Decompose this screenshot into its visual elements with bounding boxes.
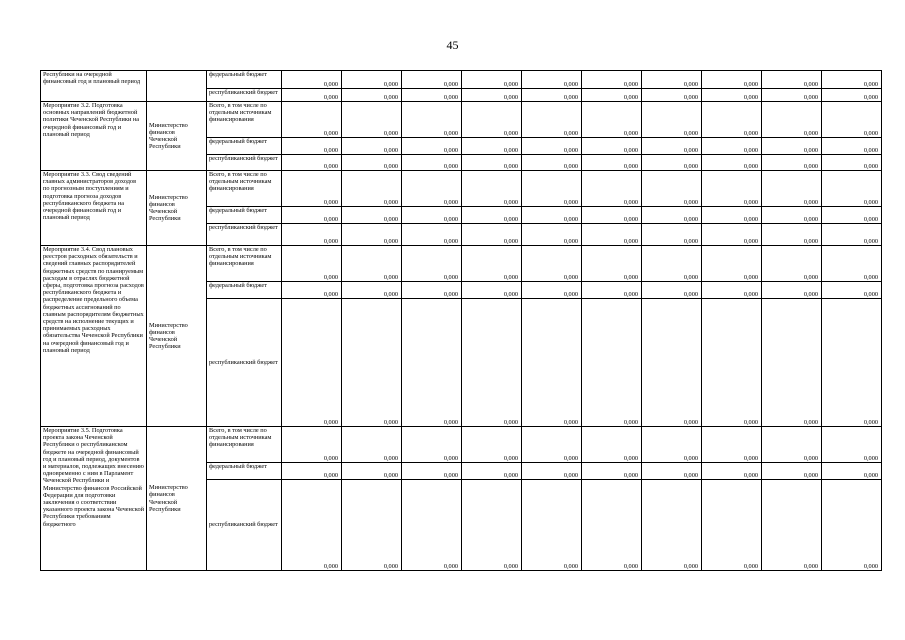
source-cell: республиканский бюджет <box>207 299 282 427</box>
executor-cell: Министерство финансов Чеченской Республики <box>147 102 207 171</box>
value-cell: 0,000 <box>642 207 702 224</box>
table-row <box>41 71 882 89</box>
value-cell: 0,000 <box>462 155 522 171</box>
value-cell: 0,000 <box>342 71 402 89</box>
value-cell: 0,000 <box>342 463 402 480</box>
source-cell: федеральный бюджет <box>207 138 282 155</box>
value-cell: 0,000 <box>342 246 402 282</box>
value-cell: 0,000 <box>582 155 642 171</box>
value-cell: 0,000 <box>822 463 882 480</box>
value-cell: 0,000 <box>402 299 462 427</box>
value-cell: 0,000 <box>342 427 402 463</box>
value-cell: 0,000 <box>822 155 882 171</box>
value-cell: 0,000 <box>462 246 522 282</box>
value-cell: 0,000 <box>402 224 462 246</box>
source-cell: республиканский бюджет <box>207 155 282 171</box>
source-cell: Всего, в том числе по отдельным источникам финансирования <box>207 171 282 207</box>
value-cell: 0,000 <box>282 71 342 89</box>
value-cell: 0,000 <box>702 102 762 138</box>
value-cell: 0,000 <box>582 224 642 246</box>
value-cell: 0,000 <box>762 246 822 282</box>
value-cell: 0,000 <box>642 427 702 463</box>
event-cell: Мероприятие 3.2. Подготовка основных направлений бюджетной политики Чеченской Республики на очередной финансовый год и плановый период <box>41 102 147 171</box>
event-cell: Мероприятие 3.3. Свод сведений главных администраторов доходов по прогнозным поступлениям и подготовка прогноза доходов республиканского бюджета на очередной финансовый год и плановый период <box>41 171 147 246</box>
event-cell: Мероприятие 3.4. Свод плановых реестров расходных обязательств и сведений главных распорядителей бюджетных средств по планируемым расходам в отраслях бюджетной сферы, подготовка прогноза расходов республиканского бюджета и распределение предельного объема бюджетных ассигнований по главным распорядителям бюджетных средств на исполнение текущих и принимаемых расходных обязательства Чеченской Республики на очередной финансовый год и плановый период <box>41 246 147 427</box>
value-cell: 0,000 <box>702 282 762 299</box>
event-cell: Республики на очередной финансовый год и плановый период <box>41 71 147 102</box>
value-cell: 0,000 <box>462 224 522 246</box>
value-cell: 0,000 <box>762 282 822 299</box>
value-cell: 0,000 <box>462 102 522 138</box>
value-cell: 0,000 <box>642 463 702 480</box>
value-cell: 0,000 <box>762 138 822 155</box>
value-cell: 0,000 <box>522 207 582 224</box>
value-cell: 0,000 <box>462 463 522 480</box>
value-cell: 0,000 <box>462 427 522 463</box>
value-cell: 0,000 <box>282 102 342 138</box>
executor-cell <box>147 71 207 102</box>
value-cell: 0,000 <box>642 246 702 282</box>
value-cell: 0,000 <box>762 427 822 463</box>
value-cell: 0,000 <box>582 299 642 427</box>
value-cell: 0,000 <box>342 224 402 246</box>
table-row <box>41 171 882 207</box>
value-cell: 0,000 <box>762 207 822 224</box>
value-cell: 0,000 <box>582 427 642 463</box>
value-cell: 0,000 <box>702 427 762 463</box>
value-cell: 0,000 <box>702 463 762 480</box>
value-cell: 0,000 <box>282 282 342 299</box>
value-cell: 0,000 <box>282 480 342 571</box>
value-cell: 0,000 <box>762 102 822 138</box>
value-cell: 0,000 <box>462 71 522 89</box>
value-cell: 0,000 <box>282 224 342 246</box>
value-cell: 0,000 <box>522 138 582 155</box>
value-cell: 0,000 <box>282 246 342 282</box>
value-cell: 0,000 <box>402 71 462 89</box>
value-cell: 0,000 <box>642 102 702 138</box>
value-cell: 0,000 <box>762 155 822 171</box>
value-cell: 0,000 <box>342 155 402 171</box>
value-cell: 0,000 <box>402 138 462 155</box>
value-cell: 0,000 <box>342 299 402 427</box>
source-cell: федеральный бюджет <box>207 207 282 224</box>
value-cell: 0,000 <box>522 71 582 89</box>
value-cell: 0,000 <box>822 102 882 138</box>
value-cell: 0,000 <box>402 102 462 138</box>
value-cell: 0,000 <box>702 71 762 89</box>
value-cell: 0,000 <box>762 480 822 571</box>
value-cell: 0,000 <box>582 89 642 102</box>
value-cell: 0,000 <box>582 138 642 155</box>
value-cell: 0,000 <box>522 299 582 427</box>
value-cell: 0,000 <box>342 480 402 571</box>
value-cell: 0,000 <box>642 171 702 207</box>
value-cell: 0,000 <box>522 102 582 138</box>
source-cell: федеральный бюджет <box>207 463 282 480</box>
value-cell: 0,000 <box>582 71 642 89</box>
value-cell: 0,000 <box>462 138 522 155</box>
value-cell: 0,000 <box>282 427 342 463</box>
value-cell: 0,000 <box>462 171 522 207</box>
value-cell: 0,000 <box>402 207 462 224</box>
value-cell: 0,000 <box>642 155 702 171</box>
value-cell: 0,000 <box>462 480 522 571</box>
value-cell: 0,000 <box>702 155 762 171</box>
value-cell: 0,000 <box>642 282 702 299</box>
value-cell: 0,000 <box>462 207 522 224</box>
value-cell: 0,000 <box>702 299 762 427</box>
table-row <box>41 246 882 282</box>
value-cell: 0,000 <box>822 89 882 102</box>
value-cell: 0,000 <box>582 463 642 480</box>
value-cell: 0,000 <box>642 299 702 427</box>
value-cell: 0,000 <box>762 463 822 480</box>
value-cell: 0,000 <box>522 171 582 207</box>
source-cell: федеральный бюджет <box>207 282 282 299</box>
value-cell: 0,000 <box>642 71 702 89</box>
value-cell: 0,000 <box>402 427 462 463</box>
value-cell: 0,000 <box>462 299 522 427</box>
value-cell: 0,000 <box>702 138 762 155</box>
value-cell: 0,000 <box>402 480 462 571</box>
value-cell: 0,000 <box>822 171 882 207</box>
value-cell: 0,000 <box>582 480 642 571</box>
value-cell: 0,000 <box>702 246 762 282</box>
source-cell: федеральный бюджет <box>207 71 282 89</box>
value-cell: 0,000 <box>462 89 522 102</box>
value-cell: 0,000 <box>522 224 582 246</box>
value-cell: 0,000 <box>342 282 402 299</box>
value-cell: 0,000 <box>702 171 762 207</box>
value-cell: 0,000 <box>282 89 342 102</box>
page-number: 45 <box>446 38 459 52</box>
event-cell: Мероприятие 3.5. Подготовка проекта закона Чеченской Республики о республиканском бюджете на очередной финансовый год и плановый период, документов и материалов, подлежащих внесению одновременно с ним в Парламент Чеченской Республики и Министерство финансов Российской Федерации для подготовки заключения о соответствии указанного проекта закона Чеченской Республики требованиям бюджетного <box>41 427 147 571</box>
value-cell: 0,000 <box>702 480 762 571</box>
value-cell: 0,000 <box>822 427 882 463</box>
budget-table <box>40 70 882 571</box>
value-cell: 0,000 <box>642 138 702 155</box>
value-cell: 0,000 <box>282 463 342 480</box>
value-cell: 0,000 <box>582 171 642 207</box>
source-cell: республиканский бюджет <box>207 480 282 571</box>
value-cell: 0,000 <box>822 480 882 571</box>
value-cell: 0,000 <box>702 224 762 246</box>
value-cell: 0,000 <box>582 246 642 282</box>
value-cell: 0,000 <box>402 282 462 299</box>
value-cell: 0,000 <box>582 102 642 138</box>
value-cell: 0,000 <box>402 155 462 171</box>
value-cell: 0,000 <box>462 282 522 299</box>
value-cell: 0,000 <box>522 282 582 299</box>
value-cell: 0,000 <box>702 207 762 224</box>
value-cell: 0,000 <box>582 207 642 224</box>
value-cell: 0,000 <box>822 299 882 427</box>
value-cell: 0,000 <box>402 89 462 102</box>
value-cell: 0,000 <box>522 155 582 171</box>
value-cell: 0,000 <box>822 207 882 224</box>
table-row <box>41 427 882 463</box>
value-cell: 0,000 <box>522 89 582 102</box>
table-row <box>41 102 882 138</box>
value-cell: 0,000 <box>642 89 702 102</box>
executor-cell: Министерство финансов Чеченской Республики <box>147 171 207 246</box>
value-cell: 0,000 <box>702 89 762 102</box>
source-cell: Всего, в том числе по отдельным источникам финансирования <box>207 246 282 282</box>
value-cell: 0,000 <box>642 224 702 246</box>
value-cell: 0,000 <box>582 282 642 299</box>
value-cell: 0,000 <box>342 171 402 207</box>
value-cell: 0,000 <box>282 207 342 224</box>
value-cell: 0,000 <box>282 299 342 427</box>
value-cell: 0,000 <box>822 138 882 155</box>
value-cell: 0,000 <box>402 171 462 207</box>
value-cell: 0,000 <box>822 246 882 282</box>
value-cell: 0,000 <box>282 138 342 155</box>
value-cell: 0,000 <box>402 463 462 480</box>
source-cell: республиканский бюджет <box>207 224 282 246</box>
value-cell: 0,000 <box>822 224 882 246</box>
value-cell: 0,000 <box>642 480 702 571</box>
executor-cell: Министерство финансов Чеченской Республики <box>147 427 207 571</box>
value-cell: 0,000 <box>762 71 822 89</box>
value-cell: 0,000 <box>342 138 402 155</box>
value-cell: 0,000 <box>762 299 822 427</box>
value-cell: 0,000 <box>522 427 582 463</box>
value-cell: 0,000 <box>282 171 342 207</box>
value-cell: 0,000 <box>342 207 402 224</box>
value-cell: 0,000 <box>342 89 402 102</box>
value-cell: 0,000 <box>822 282 882 299</box>
value-cell: 0,000 <box>342 102 402 138</box>
value-cell: 0,000 <box>522 463 582 480</box>
value-cell: 0,000 <box>822 71 882 89</box>
value-cell: 0,000 <box>522 246 582 282</box>
value-cell: 0,000 <box>402 246 462 282</box>
value-cell: 0,000 <box>522 480 582 571</box>
value-cell: 0,000 <box>762 224 822 246</box>
value-cell: 0,000 <box>762 171 822 207</box>
source-cell: республиканский бюджет <box>207 89 282 102</box>
source-cell: Всего, в том числе по отдельным источникам финансирования <box>207 427 282 463</box>
source-cell: Всего, в том числе по отдельным источникам финансирования <box>207 102 282 138</box>
executor-cell: Министерство финансов Чеченской Республики <box>147 246 207 427</box>
value-cell: 0,000 <box>282 155 342 171</box>
value-cell: 0,000 <box>762 89 822 102</box>
